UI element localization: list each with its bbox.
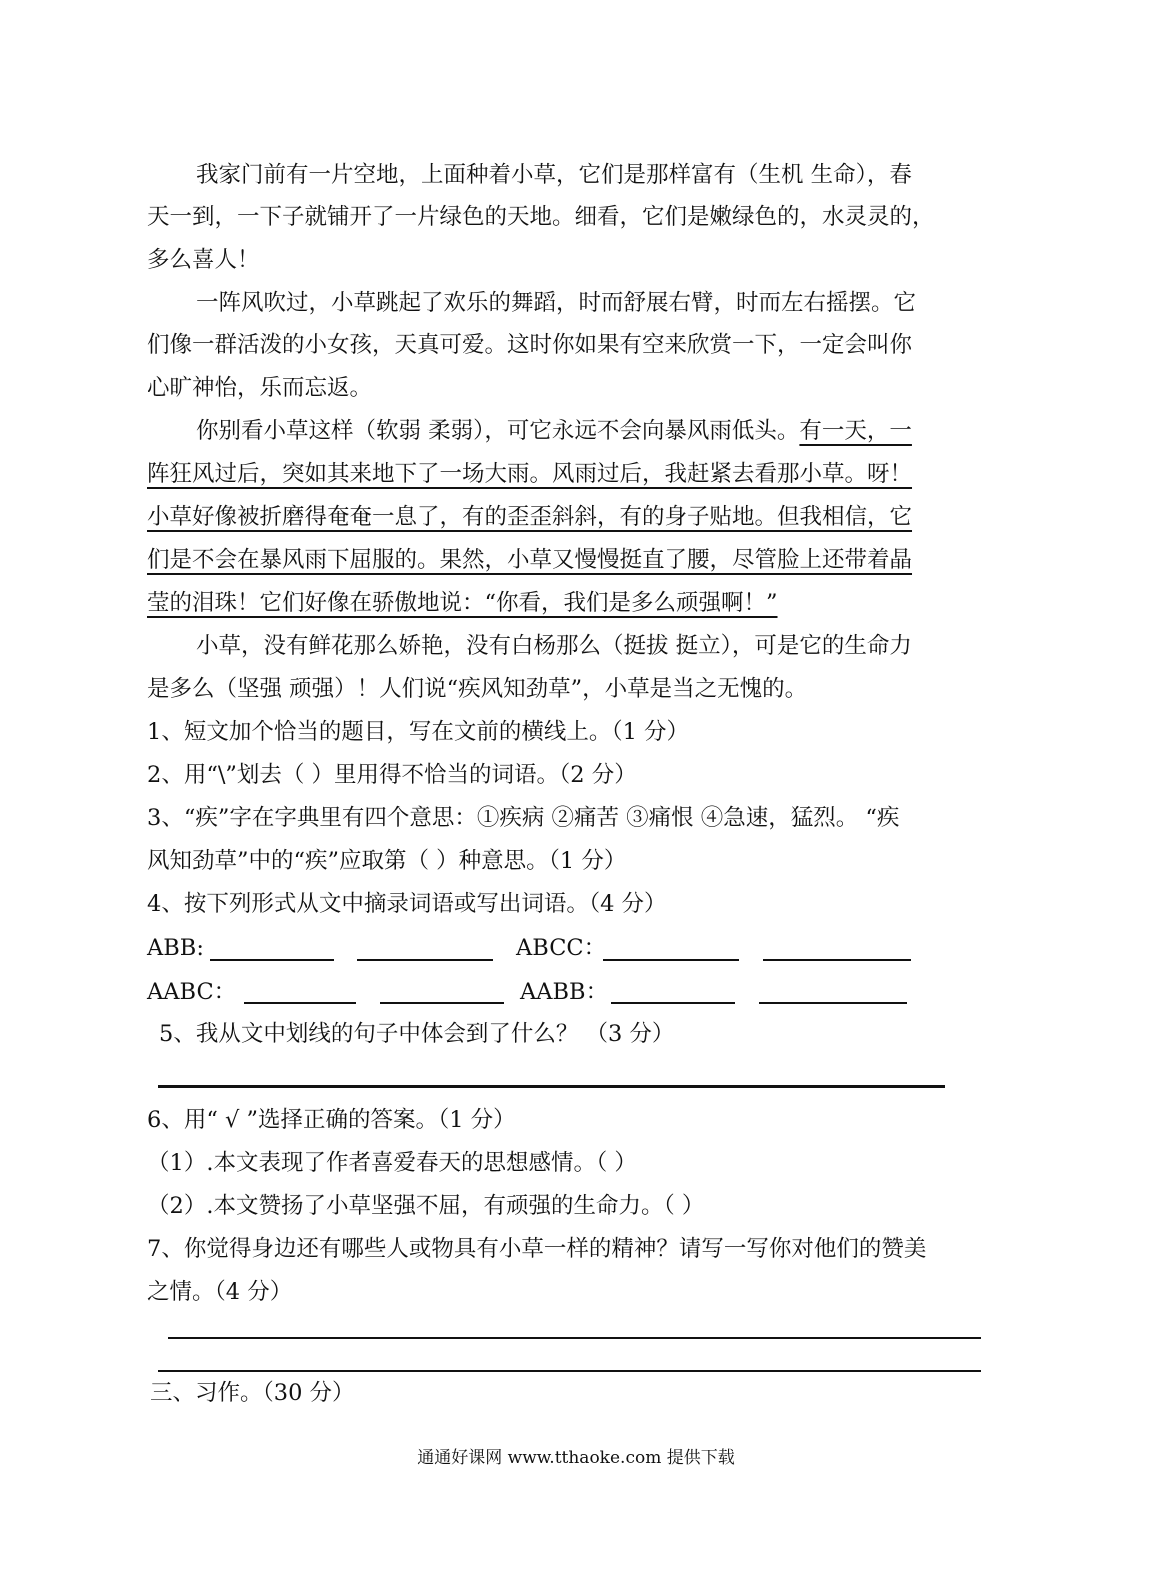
question-3-line-2: 风知劲草”中的“疾”应取第（ ）种意思。（1 分）: [147, 848, 627, 874]
question-4: 4、按下列形式从文中摘录词语或写出词语。（4 分）: [147, 891, 667, 917]
passage-p3-underlined-line-4: 们是不会在暴风雨下屈服的。果然，小草又慢慢挺直了腰，尽管脸上还带着晶: [147, 547, 913, 573]
page-footer: 通通好课网 www.tthaoke.com 提供下载: [417, 1448, 735, 1468]
passage-p1-line-1: 我家门前有一片空地，上面种着小草，它们是那样富有（生机 生命），春: [196, 162, 912, 188]
passage-p3-underlined-line-5: 莹的泪珠！它们好像在骄傲地说：“你看，我们是多么顽强啊！”: [147, 590, 778, 616]
question-6-option-1: （1）.本文表现了作者喜爱春天的思想感情。（ ）: [147, 1150, 637, 1176]
passage-p3-plain: 你别看小草这样（软弱 柔弱），可它永远不会向暴风雨低头。: [196, 418, 800, 444]
blank-aabb-1[interactable]: [611, 1002, 735, 1004]
blank-aabb-2[interactable]: [759, 1002, 907, 1004]
passage-p3-underlined-line-3: 小草好像被折磨得奄奄一息了，有的歪歪斜斜，有的身子贴地。但我相信，它: [147, 504, 913, 530]
passage-p3-line-1: [196, 416, 912, 446]
blank-abb-1[interactable]: [210, 959, 334, 961]
label-aabb: AABB：: [520, 979, 609, 1005]
passage-p3-underlined-start: 有一天，一: [799, 418, 912, 444]
passage-p2-line-3: 心旷神怡，乐而忘返。: [147, 375, 373, 401]
question-3-line-1: 3、“疾”字在字典里有四个意思：①疾病 ②痛苦 ③痛恨 ④急速，猛烈。 “疾: [147, 805, 900, 831]
section-3-title: 三、习作。（30 分）: [150, 1380, 355, 1406]
question-7-line-2: 之情。（4 分）: [147, 1279, 293, 1305]
question-2: 2、用“\”划去（ ）里用得不恰当的词语。（2 分）: [147, 762, 637, 788]
passage-p4-line-1: 小草，没有鲜花那么娇艳，没有白杨那么（挺拔 挺立），可是它的生命力: [196, 633, 912, 659]
passage-p1-line-2: 天一到，一下子就铺开了一片绿色的天地。细看，它们是嫩绿色的，水灵灵的，: [147, 204, 935, 230]
answer-line-q7-2[interactable]: [158, 1370, 981, 1372]
passage-p4-line-2: 是多么（坚强 顽强）！人们说“疾风知劲草”，小草是当之无愧的。: [147, 676, 808, 702]
label-aabc: AABC：: [147, 979, 237, 1005]
passage-p3-underlined-line-2: 阵狂风过后，突如其来地下了一场大雨。风雨过后，我赶紧去看那小草。呀！: [147, 461, 913, 487]
passage-p2-line-2: 们像一群活泼的小女孩，天真可爱。这时你如果有空来欣赏一下，一定会叫你: [147, 332, 913, 358]
blank-aabc-2[interactable]: [380, 1002, 504, 1004]
question-6: 6、用“ √ ”选择正确的答案。（1 分）: [147, 1107, 516, 1133]
label-abcc: ABCC：: [516, 935, 607, 961]
answer-line-q7-1[interactable]: [168, 1337, 981, 1339]
blank-abcc-1[interactable]: [603, 959, 739, 961]
blank-abb-2[interactable]: [357, 959, 493, 961]
question-7-line-1: 7、你觉得身边还有哪些人或物具有小草一样的精神？请写一写你对他们的赞美: [147, 1236, 927, 1262]
passage-p2-line-1: 一阵风吹过，小草跳起了欢乐的舞蹈，时而舒展右臂，时而左右摇摆。它: [196, 290, 917, 316]
passage-p1-line-3: 多么喜人！: [147, 247, 260, 273]
blank-abcc-2[interactable]: [763, 959, 911, 961]
question-5: 5、我从文中划线的句子中体会到了什么？ （3 分）: [159, 1021, 675, 1047]
blank-aabc-1[interactable]: [244, 1002, 356, 1004]
answer-line-q5[interactable]: [158, 1085, 945, 1088]
question-1: 1、短文加个恰当的题目，写在文前的横线上。（1 分）: [147, 719, 690, 745]
label-abb: ABB:: [147, 935, 204, 961]
question-6-option-2: （2）.本文赞扬了小草坚强不屈，有顽强的生命力。（ ）: [147, 1193, 705, 1219]
